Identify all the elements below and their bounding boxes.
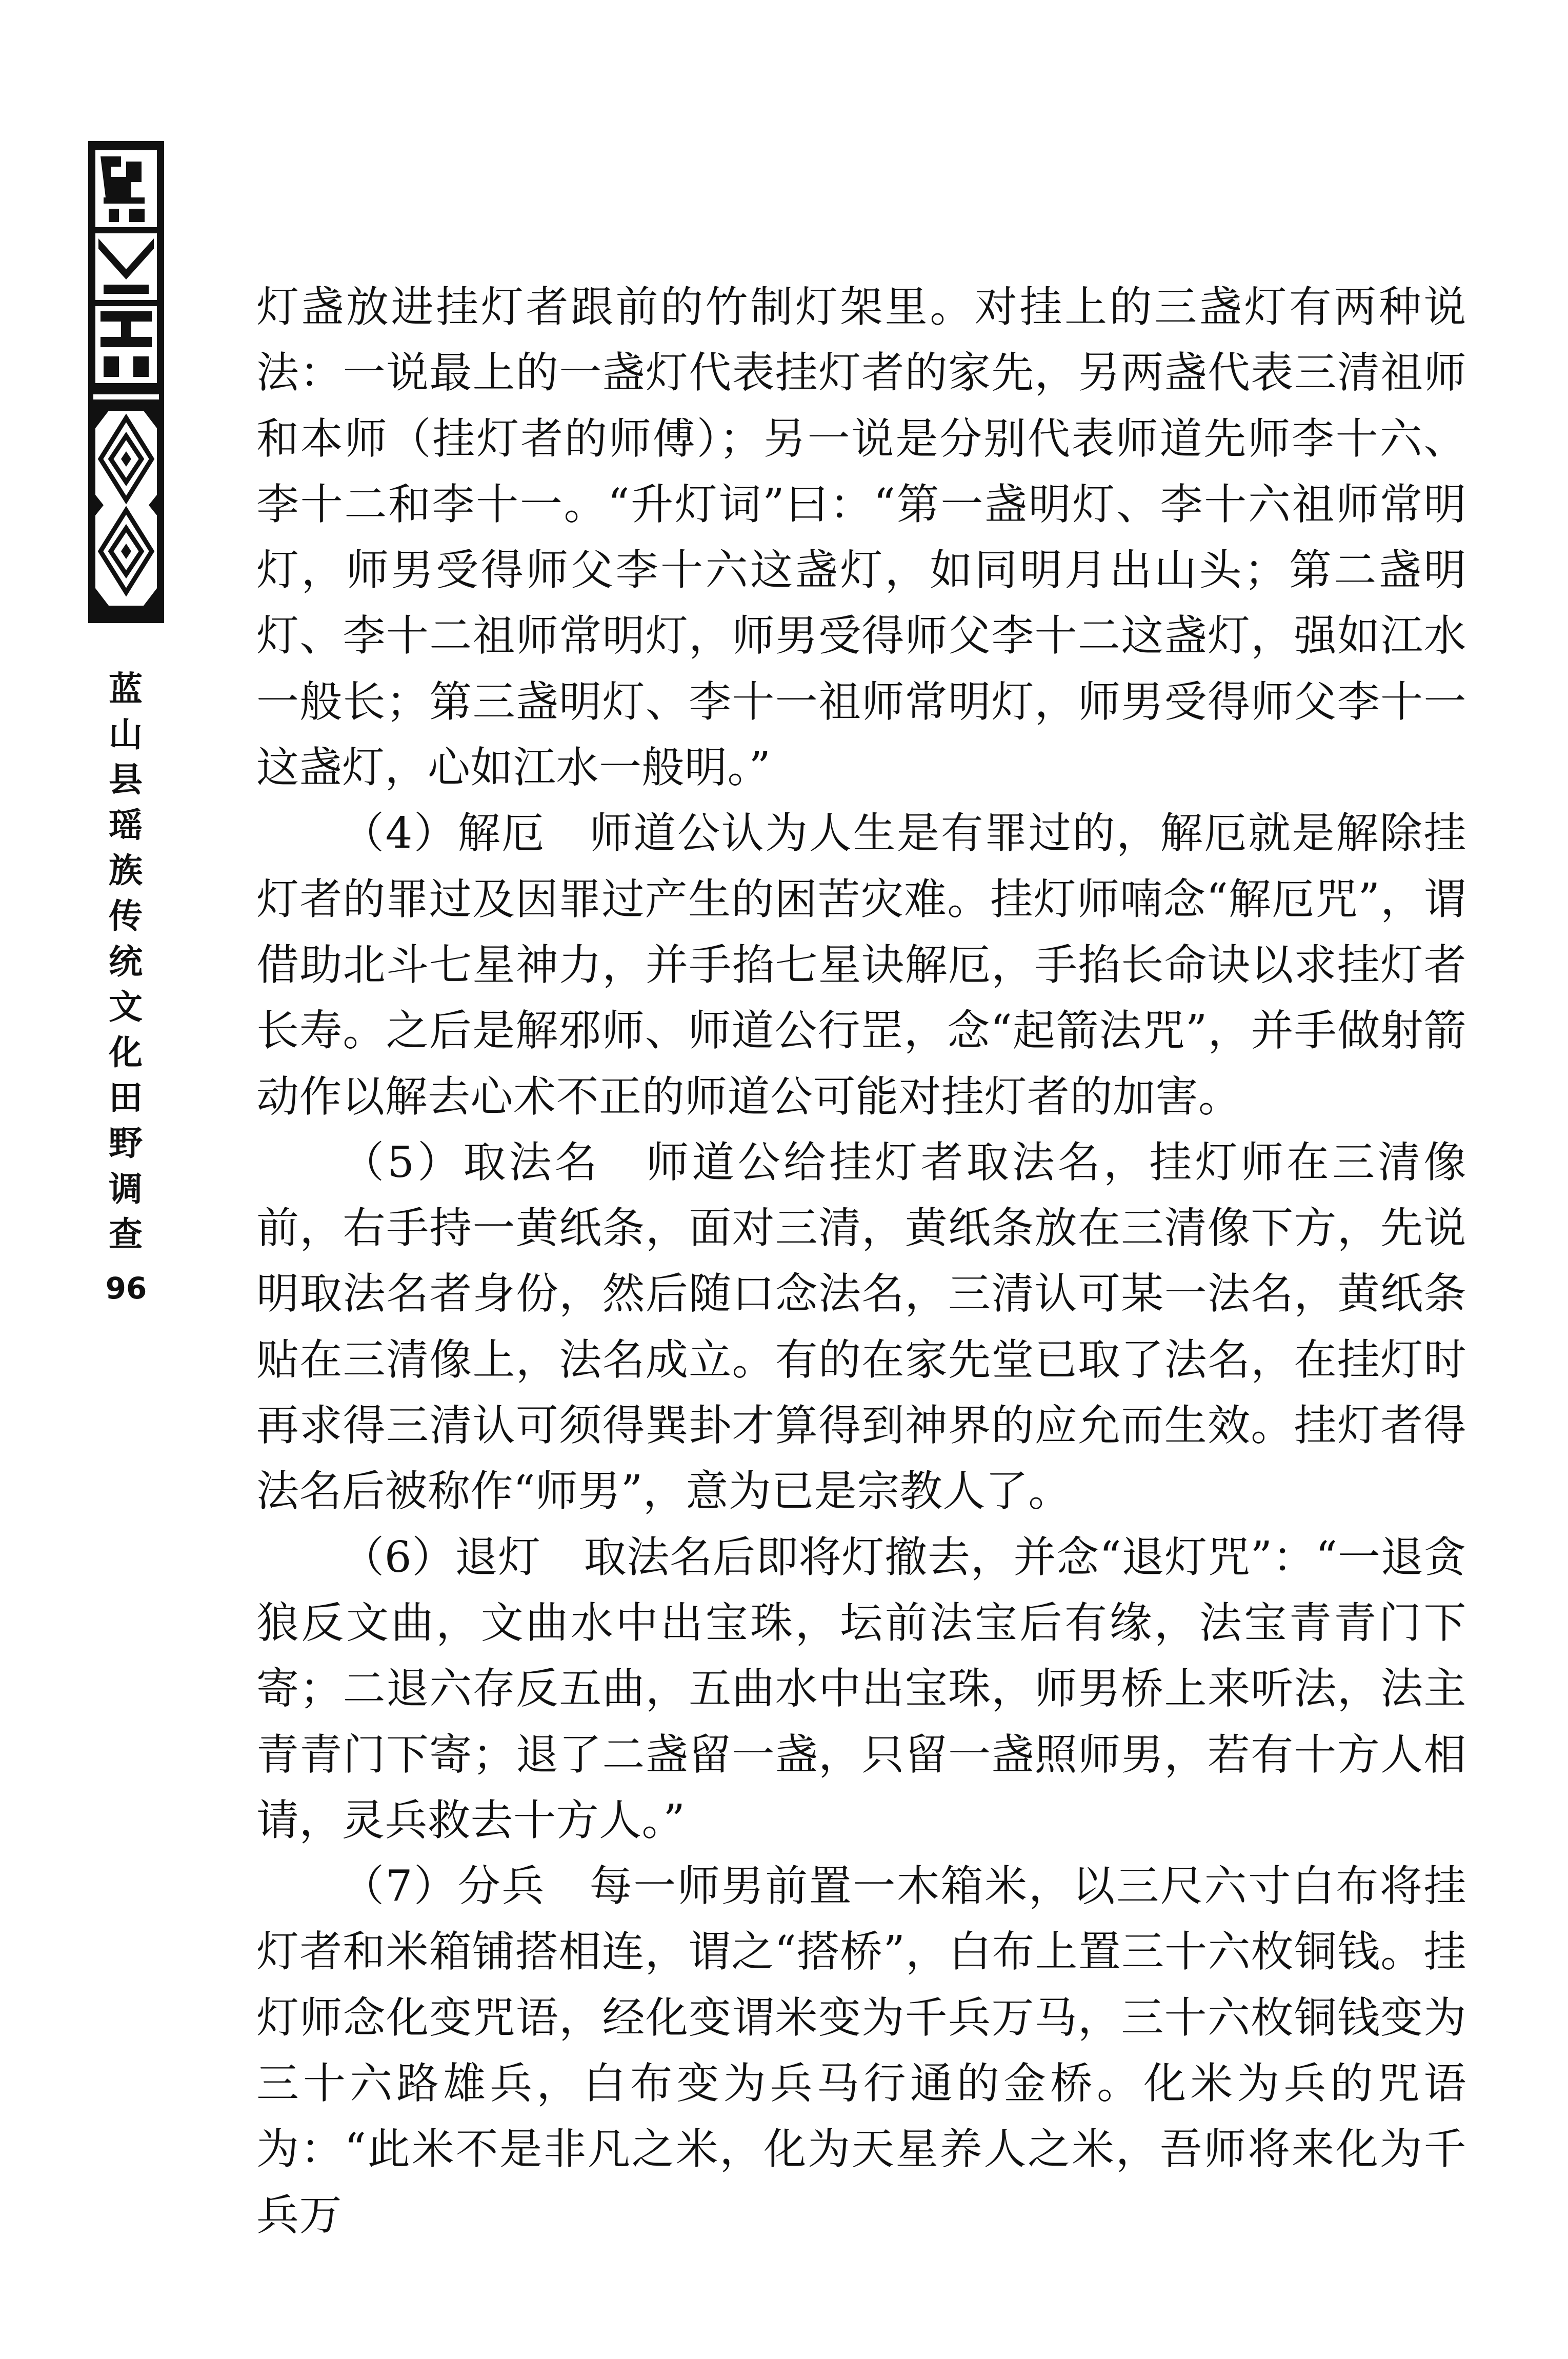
decorative-woven-pattern-icon bbox=[88, 141, 164, 623]
title-char: 野 bbox=[109, 1123, 143, 1163]
title-char: 田 bbox=[109, 1078, 143, 1118]
book-title-vertical bbox=[97, 667, 154, 1257]
paragraph-qu-fa-ming: （5）取法名 师道公给挂灯者取法名，挂灯师在三清像前，右手持一黄纸条，面对三清，黄纸条放在三清像下方，先说明取法名者身份，然后随口念法名，三清认可某一法名，黄纸条贴在三清像上，法名成立。有的在家先堂已取了法名，在挂灯时再求得三清认可须得巽卦才算得到神界的应允而生效。挂灯者得法名后被称作“师男”，意为已是宗教人了。 bbox=[256, 1137, 1466, 1516]
paragraph-fen-bing: （7）分兵 每一师男前置一木箱米，以三尺六寸白布将挂灯者和米箱铺搭相连，谓之“搭桥”，白布上置三十六枚铜钱。挂灯师念化变咒语，经化变谓米变为千兵万马，三十六枚铜钱变为三十六路雄兵，白布变为兵马行通的金桥。化米为兵的咒语为：“此米不是非凡之米，化为天星养人之米，吾师将来化为千兵万 bbox=[256, 1861, 1466, 2240]
title-char: 瑶 bbox=[109, 805, 143, 845]
title-char: 文 bbox=[109, 987, 143, 1027]
title-char: 查 bbox=[109, 1214, 143, 1254]
title-char: 化 bbox=[109, 1032, 143, 1072]
paragraph-tui-deng: （6）退灯 取法名后即将灯撤去，并念“退灯咒”：“一退贪狼反文曲，文曲水中出宝珠，坛前法宝后有缘，法宝青青门下寄；二退六存反五曲，五曲水中出宝珠，师男桥上来听法，法主青青门下寄；退了二盏留一盏，只留一盏照师男，若有十方人相请，灵兵救去十方人。” bbox=[256, 1532, 1466, 1845]
title-char: 县 bbox=[109, 760, 143, 800]
title-char: 传 bbox=[109, 896, 143, 936]
title-char: 蓝 bbox=[109, 669, 143, 709]
title-char: 山 bbox=[109, 714, 143, 754]
body-text bbox=[256, 274, 1466, 2248]
paragraph-jie-e: （4）解厄 师道公认为人生是有罪过的，解厄就是解除挂灯者的罪过及因罪过产生的困苦灾难。挂灯师喃念“解厄咒”，谓借助北斗七星神力，并手掐七星诀解厄，手掐长命诀以求挂灯者长寿。之后是解邪师、师道公行罡，念“起箭法咒”，并手做射箭动作以解去心术不正的师道公可能对挂灯者的加害。 bbox=[256, 808, 1466, 1122]
title-char: 统 bbox=[109, 942, 143, 982]
paragraph-continuation: 灯盏放进挂灯者跟前的竹制灯架里。对挂上的三盏灯有两种说法：一说最上的一盏灯代表挂灯者的家先，另两盏代表三清祖师和本师（挂灯者的师傅）；另一说是分别代表师道先师李十六、李十二和李十一。“升灯词”曰：“第一盏明灯、李十六祖师常明灯，师男受得师父李十六这盏灯，如同明月出山头；第二盏明灯、李十二祖师常明灯，师男受得师父李十二这盏灯，强如江水一般长；第三盏明灯、李十一祖师常明灯，师男受得师父李十一这盏灯，心如江水一般明。” bbox=[256, 282, 1466, 793]
title-char: 调 bbox=[109, 1169, 143, 1209]
page-number: 96 bbox=[105, 1271, 147, 1306]
title-char: 族 bbox=[109, 851, 143, 891]
